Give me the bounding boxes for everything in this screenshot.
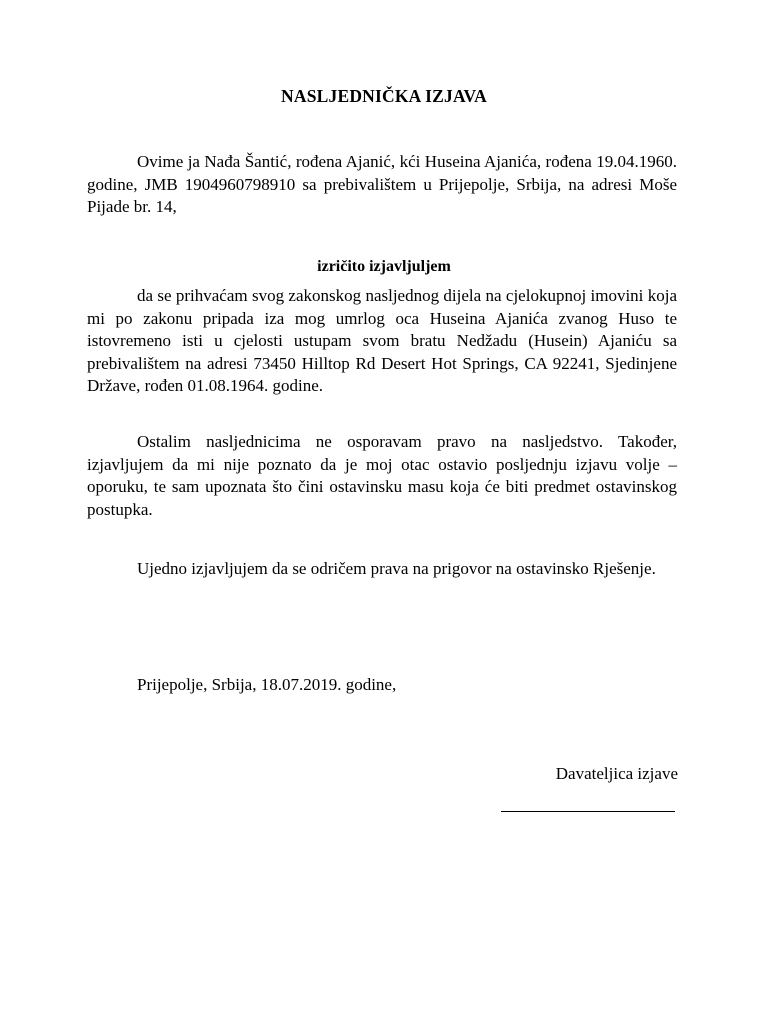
declaration-heading: izričito izjavljuljem: [317, 258, 451, 275]
heirs-paragraph: Ostalim nasljednicima ne osporavam pravo na nasljedstvo. Također, izjavljujem da mi nije poznato da je moj otac ostavio posljednju izjavu volje – oporuku, te sam upoznata što čini ostavinsku masu koja će biti predmet ostavinskog postupka.: [87, 432, 677, 519]
waiver-paragraph: Ujedno izjavljujem da se odričem prava na prigovor na ostavinsko Rješenje.: [137, 559, 656, 578]
declaration-paragraph: da se prihvaćam svog zakonskog nasljednog dijela na cjelokupnoj imovini koja mi po zakonu pripada iza mog umrlog oca Huseina Ajanića zvanog Huso te istovremeno isti u cjelosti ustupam svom bratu Nedžadu (Husein) Ajaniću sa prebivalištem na adresi 73450 Hilltop Rd Desert Hot Springs, CA 92241, Sjedinjene Države, rođen 01.08.1964. godine.: [87, 286, 677, 395]
signature-line: [501, 811, 675, 812]
signer-label: Davateljica izjave: [555, 764, 678, 783]
document-title: NASLJEDNIČKA IZJAVA: [281, 86, 487, 106]
intro-paragraph: Ovime ja Nađa Šantić, rođena Ajanić, kći Huseina Ajanića, rođena 19.04.1960. godine, JMB 1904960798910 sa prebivalištem u Prijepolje, Srbija, na adresi Moše Pijade br. 14,: [87, 152, 677, 216]
place-and-date: Prijepolje, Srbija, 18.07.2019. godine,: [137, 675, 397, 694]
